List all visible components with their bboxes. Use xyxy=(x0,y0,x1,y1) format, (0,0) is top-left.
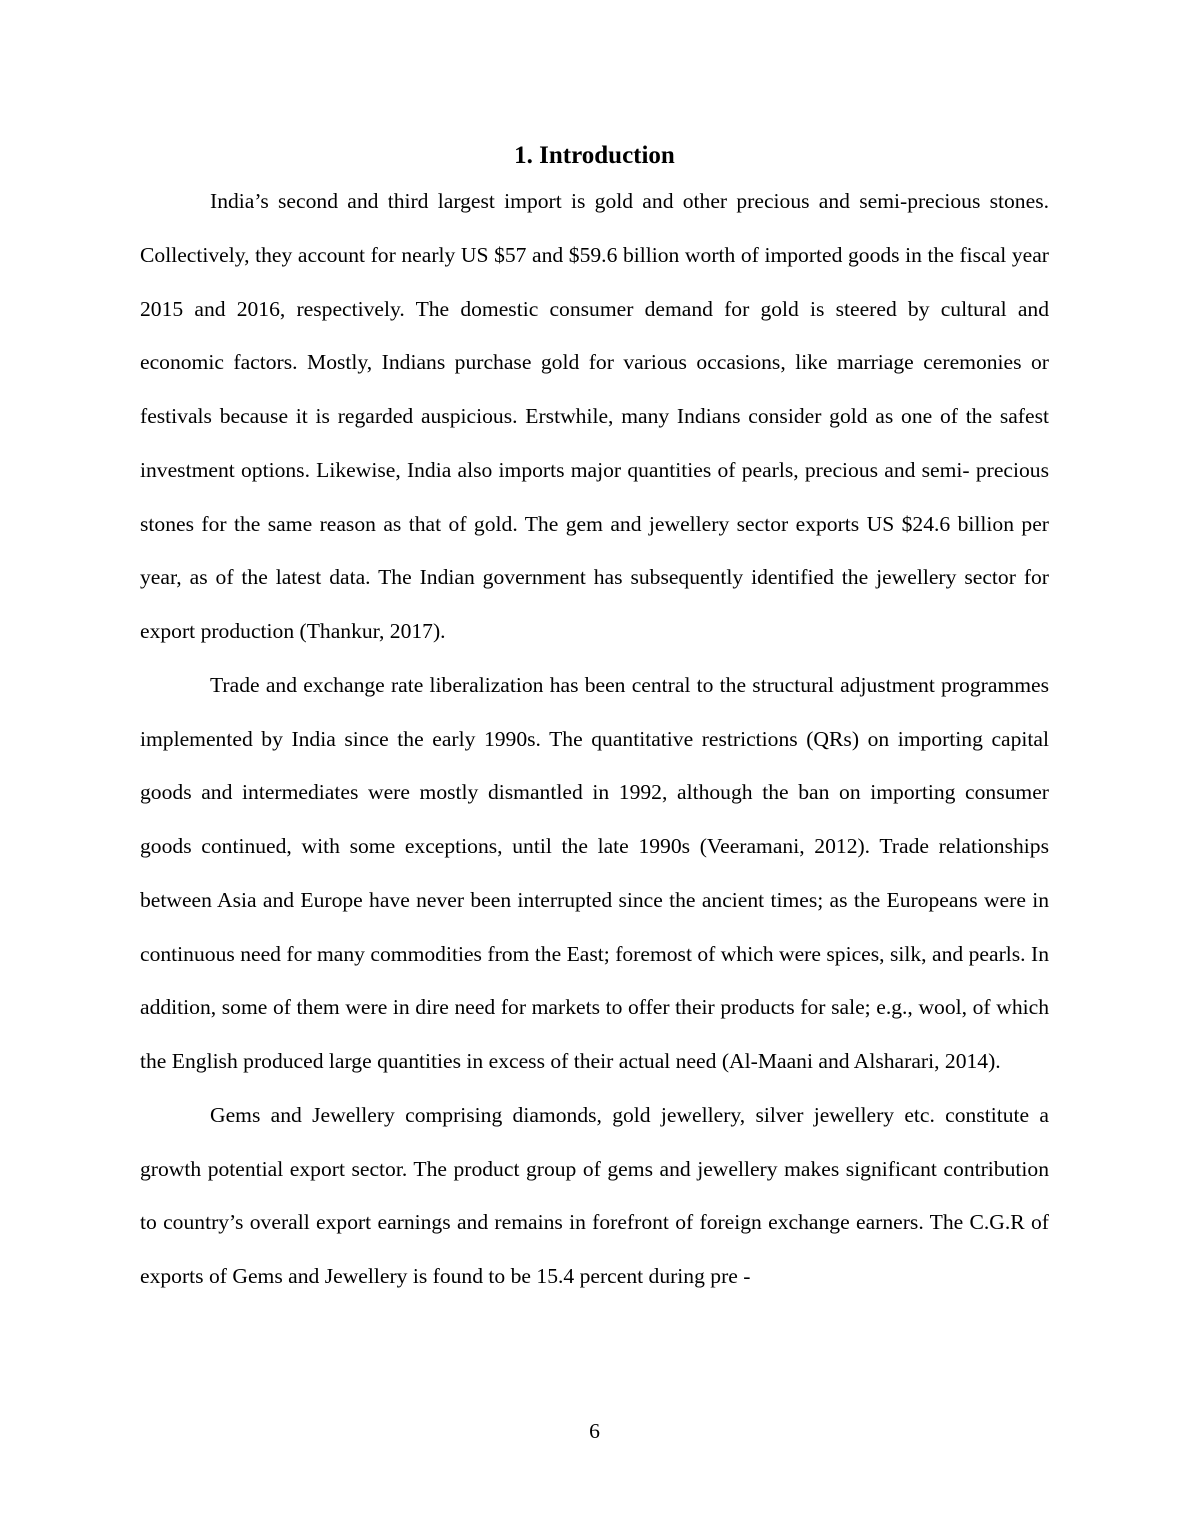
paragraph-1: India’s second and third largest import is gold and other precious and semi-precious stones. Collectively, they account for nearly US $57 and $59.6 billion worth of imported goods in the fiscal year 2015 and 2016, respectively. The domestic consumer demand for gold is steered by cultural and economic factors. Mostly, Indians purchase gold for various occasions, like marriage ceremonies or festivals because it is regarded auspicious. Erstwhile, many Indians consider gold as one of the safest investment options. Likewise, India also imports major quantities of pearls, precious and semi- precious stones for the same reason as that of gold. The gem and jewellery sector exports US $24.6 billion per year, as of the latest data. The Indian government has subsequently identified the jewellery sector for export production (Thankur, 2017). xyxy=(140,189,1049,643)
paragraph-2: Trade and exchange rate liberalization has been central to the structural adjustment programmes implemented by India since the early 1990s. The quantitative restrictions (QRs) on importing capital goods and intermediates were mostly dismantled in 1992, although the ban on importing consumer goods continued, with some exceptions, until the late 1990s (Veeramani, 2012). Trade relationships between Asia and Europe have never been interrupted since the ancient times; as the Europeans were in continuous need for many commodities from the East; foremost of which were spices, silk, and pearls. In addition, some of them were in dire need for markets to offer their products for sale; e.g., wool, of which the English produced large quantities in excess of their actual need (Al-Maani and Alsharari, 2014). xyxy=(140,672,1049,1073)
body-text xyxy=(140,175,1049,1304)
section-heading: 1. Introduction xyxy=(514,142,675,169)
paragraph-3: Gems and Jewellery comprising diamonds, gold jewellery, silver jewellery etc. constitute a growth potential export sector. The product group of gems and jewellery makes significant contribution to country’s overall export earnings and remains in forefront of foreign exchange earners. The C.G.R of exports of Gems and Jewellery is found to be 15.4 percent during pre - xyxy=(140,1102,1049,1288)
page-number: 6 xyxy=(589,1419,600,1443)
